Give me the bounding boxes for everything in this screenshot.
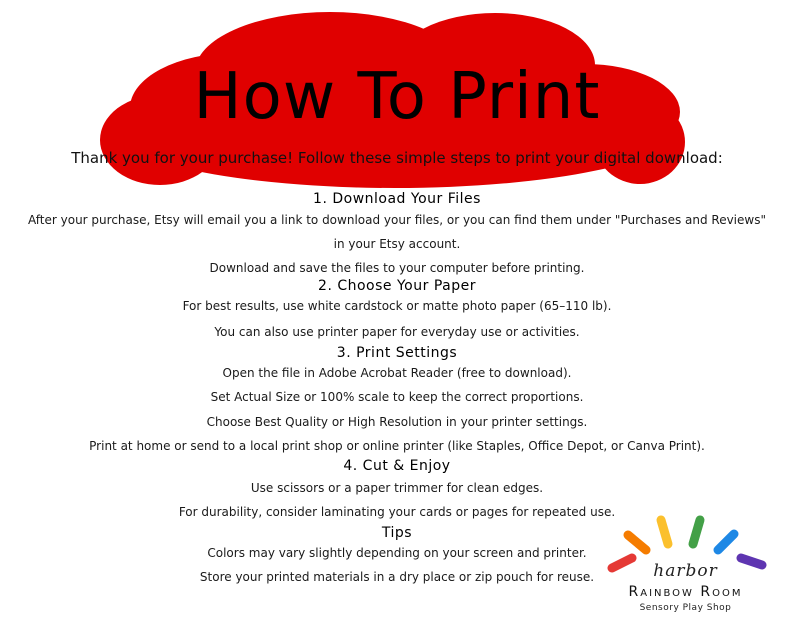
- section-line: Set Actual Size or 100% scale to keep the correct proportions.: [210, 390, 584, 404]
- ray-orange: [628, 535, 646, 550]
- section-line: Use scissors or a paper trimmer for clean edges.: [250, 481, 544, 495]
- page-title: How To Print: [193, 60, 601, 134]
- section-line: Store your printed materials in a dry place or zip pouch for reuse.: [199, 570, 595, 584]
- ray-green: [693, 520, 700, 544]
- section-line: For best results, use white cardstock or matte photo paper (65–110 lb).: [182, 299, 612, 313]
- section-line: Print at home or send to a local print shop or online printer (like Staples, Office Depot, or Canva Print).: [89, 439, 705, 453]
- section-heading-settings: 3. Print Settings: [336, 345, 458, 361]
- section-line: Open the file in Adobe Acrobat Reader (free to download).: [222, 366, 572, 380]
- section-heading-tips: Tips: [381, 525, 413, 541]
- section-heading-download: 1. Download Your Files: [313, 191, 481, 207]
- section-line: Choose Best Quality or High Resolution in your printer settings.: [206, 415, 588, 429]
- section-line: You can also use printer paper for everyday use or activities.: [214, 325, 580, 339]
- brand-name: Rainbow Room: [628, 584, 743, 600]
- brand-script-logotype: harbor: [653, 561, 718, 581]
- section-heading-paper: 2. Choose Your Paper: [318, 278, 476, 294]
- section-line: After your purchase, Etsy will email you a link to download your files, or you can find them under "Purchases and Reviews": [28, 213, 766, 227]
- section-line: For durability, consider laminating your cards or pages for repeated use.: [178, 505, 616, 519]
- brand-tagline: Sensory Play Shop: [639, 603, 732, 613]
- section-heading-cut: 4. Cut & Enjoy: [343, 458, 451, 474]
- section-line: Download and save the files to your computer before printing.: [209, 261, 585, 275]
- intro-text: Thank you for your purchase! Follow these simple steps to print your digital download:: [71, 149, 723, 167]
- ray-blue: [718, 534, 734, 550]
- section-line: in your Etsy account.: [333, 237, 461, 251]
- ray-yellow: [661, 520, 668, 544]
- section-line: Colors may vary slightly depending on your screen and printer.: [207, 546, 587, 560]
